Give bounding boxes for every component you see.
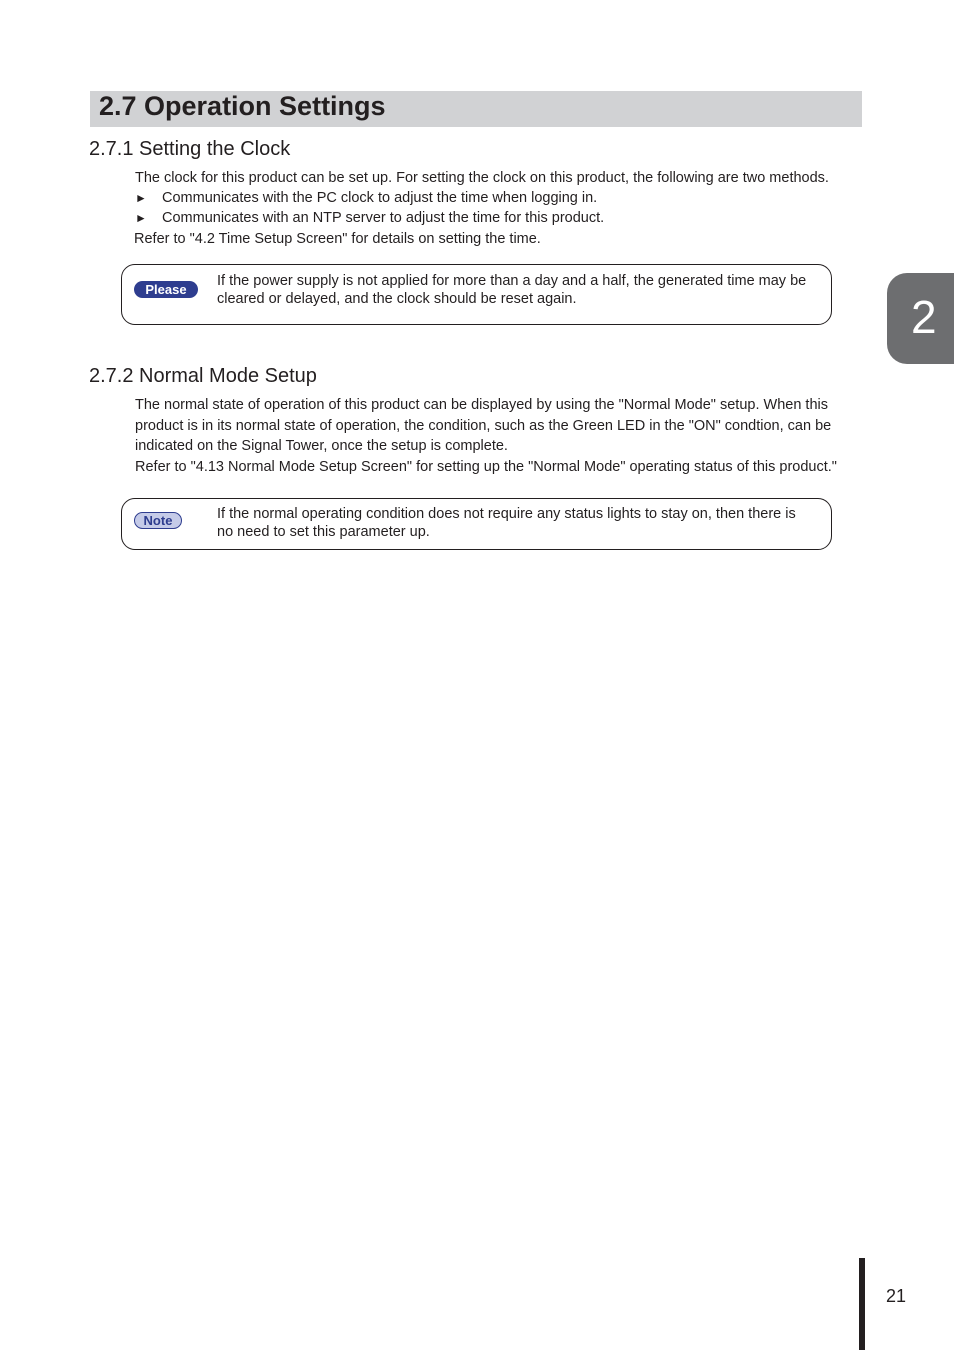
callout-line: If the power supply is not applied for more than a day and a half, the generated time may be	[217, 273, 807, 289]
callout-line: If the normal operating condition does not require any status lights to stay on, then there is	[217, 506, 796, 522]
page-number: 21	[886, 1286, 907, 1306]
bullet-text: Communicates with an NTP server to adjust the time for this product.	[162, 210, 605, 226]
body-line: indicated on the Signal Tower, once the setup is complete.	[135, 438, 508, 454]
normal-mode-body	[135, 395, 865, 477]
normal-mode-heading: 2.7.2 Normal Mode Setup	[89, 365, 317, 387]
chapter-tab	[887, 273, 954, 364]
callout-line: no need to set this parameter up.	[217, 523, 430, 540]
please-callout-text	[217, 273, 817, 308]
chapter-number: 2	[911, 291, 937, 343]
note-callout	[121, 498, 832, 550]
list-item	[135, 188, 597, 208]
page-number-bar	[859, 1258, 865, 1350]
clock-intro: The clock for this product can be set up. For setting the clock on this product, the following are two methods.	[135, 170, 829, 186]
please-callout	[121, 264, 832, 325]
list-item	[135, 208, 604, 228]
section-header-bar	[90, 91, 862, 127]
arrow-bullet-icon: ►	[135, 191, 147, 205]
body-line: The normal state of operation of this product can be displayed by using the "Normal Mode" setup. When this	[135, 397, 828, 413]
body-line: Refer to "4.13 Normal Mode Setup Screen" for setting up the "Normal Mode" operating status of this product."	[135, 458, 837, 475]
callout-line: cleared or delayed, and the clock should be reset again.	[217, 290, 577, 307]
section-title: 2.7 Operation Settings	[99, 91, 386, 121]
arrow-bullet-icon: ►	[135, 211, 147, 225]
note-callout-text	[217, 506, 817, 541]
note-badge: Note	[134, 512, 182, 529]
clock-heading: 2.7.1 Setting the Clock	[89, 138, 291, 160]
clock-refer: Refer to "4.2 Time Setup Screen" for details on setting the time.	[134, 231, 541, 247]
body-line: product is in its normal state of operation, the condition, such as the Green LED in the "ON" condtion, can be	[135, 417, 832, 434]
please-badge: Please	[134, 281, 198, 298]
bullet-text: Communicates with the PC clock to adjust the time when logging in.	[162, 190, 598, 206]
